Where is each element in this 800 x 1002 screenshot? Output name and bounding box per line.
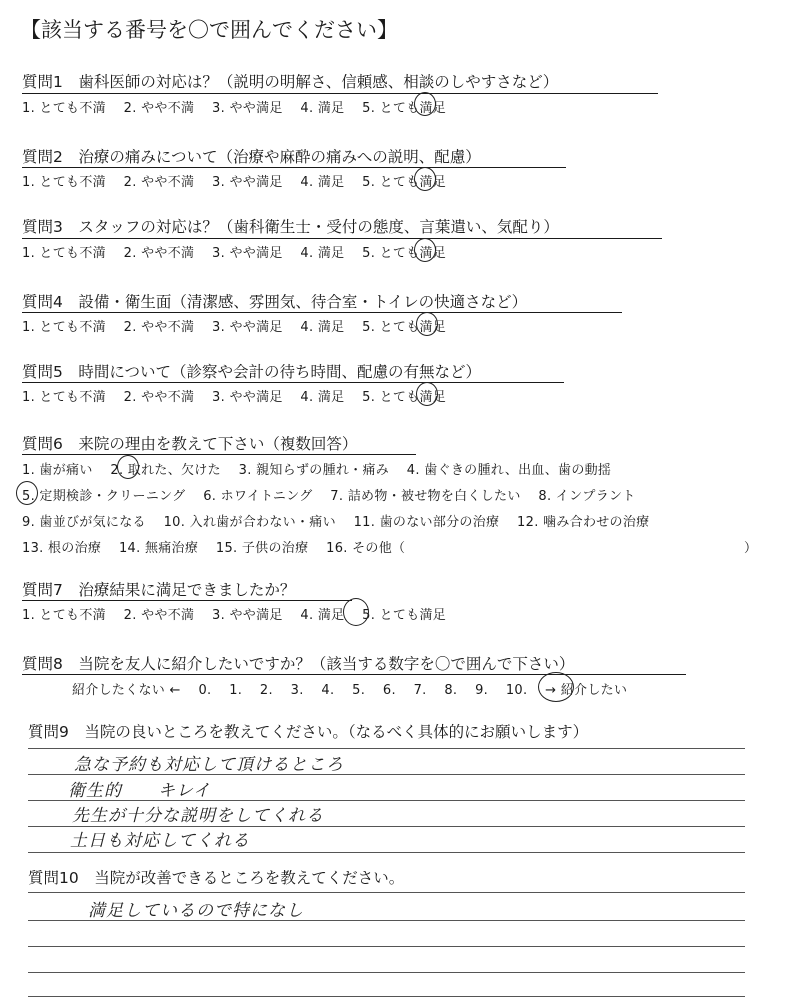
question-8-answer-circle	[538, 672, 574, 702]
page-title: 【該当する番号を〇で囲んでください】	[20, 18, 398, 42]
question-9-rule-1	[28, 748, 745, 749]
question-2-options[interactable]: 1. とても不満 2. やや不満 3. やや満足 4. 満足 5. とても満足	[22, 175, 447, 190]
question-7-label: 質問7 治療結果に満足できましたか？	[22, 581, 296, 599]
question-9-label: 質問9 当院の良いところを教えてください。（なるべく具体的にお願いします）	[28, 723, 589, 741]
question-3-answer-circle	[414, 238, 436, 262]
question-9-answer-line-2: 衛生的 キレイ	[68, 781, 211, 801]
question-5-underline	[22, 382, 564, 383]
question-8-underline	[22, 674, 686, 675]
question-8-label: 質問8 当院を友人に紹介したいですか？（該当する数字を〇で囲んで下さい）	[22, 655, 575, 673]
question-9-answer-line-4: 土日も対応してくれる	[70, 831, 250, 851]
question-7-options[interactable]: 1. とても不満 2. やや不満 3. やや満足 4. 満足 5. とても満足	[22, 608, 447, 623]
question-6-options-row-3[interactable]: 9. 歯並びが気になる 10. 入れ歯が合わない・痛い 11. 歯のない部分の治療 12. 噛み合わせの治療	[22, 515, 650, 530]
question-6-options-row-4[interactable]: 13. 根の治療 14. 無痛治療 15. 子供の治療 16. その他（	[22, 541, 406, 556]
question-3-underline	[22, 238, 662, 239]
question-10-rule-3	[28, 946, 745, 947]
question-6-underline	[22, 454, 416, 455]
question-6-answer-circle-2	[117, 455, 139, 479]
question-5-answer-circle	[416, 382, 438, 406]
question-7-underline	[22, 600, 352, 601]
question-4-underline	[22, 312, 622, 313]
question-10-rule-5	[28, 996, 745, 997]
question-7-answer-circle	[343, 598, 369, 626]
question-1-answer-circle	[414, 92, 436, 116]
question-1-options[interactable]: 1. とても不満 2. やや不満 3. やや満足 4. 満足 5. とても満足	[22, 101, 447, 116]
question-6-label: 質問6 来院の理由を教えて下さい（複数回答）	[22, 435, 358, 453]
question-2-answer-circle	[414, 167, 436, 191]
question-2-label: 質問2 治療の痛みについて（治療や麻酔の痛みへの説明、配慮）	[22, 148, 481, 166]
question-4-options[interactable]: 1. とても不満 2. やや不満 3. やや満足 4. 満足 5. とても満足	[22, 320, 447, 335]
question-4-label: 質問4 設備・衛生面（清潔感、雰囲気、待合室・トイレの快適さなど）	[22, 293, 528, 311]
question-6-other-close: ）	[744, 541, 758, 556]
question-10-answer: 満足しているので特になし	[88, 901, 304, 921]
question-5-options[interactable]: 1. とても不満 2. やや不満 3. やや満足 4. 満足 5. とても満足	[22, 390, 447, 405]
question-10-rule-1	[28, 892, 745, 893]
question-4-answer-circle	[416, 312, 438, 336]
question-6-options-row-2[interactable]: 5. 定期検診・クリーニング 6. ホワイトニング 7. 詰め物・被せ物を白くしたい 8. インプラント	[22, 489, 636, 504]
question-9-rule-5	[28, 852, 745, 853]
question-6-options-row-1[interactable]: 1. 歯が痛い 2. 取れた、欠けた 3. 親知らずの腫れ・痛み 4. 歯ぐきの腫れ、出血、歯の動揺	[22, 463, 612, 478]
question-1-label: 質問1 歯科医師の対応は？（説明の明解さ、信頼感、相談のしやすさなど）	[22, 73, 559, 91]
question-8-scale[interactable]: 紹介したくない ← 0. 1. 2. 3. 4. 5. 6. 7. 8. 9. 10. → 紹介したい	[72, 683, 628, 698]
question-6-answer-circle-5	[16, 481, 38, 505]
question-3-label: 質問3 スタッフの対応は？（歯科衛生士・受付の態度、言葉遣い、気配り）	[22, 218, 559, 236]
question-3-options[interactable]: 1. とても不満 2. やや不満 3. やや満足 4. 満足 5. とても満足	[22, 246, 447, 261]
question-10-label: 質問10 当院が改善できるところを教えてください。	[28, 869, 405, 887]
question-1-underline	[22, 93, 658, 94]
question-9-answer-line-3: 先生が十分な説明をしてくれる	[72, 806, 324, 826]
question-2-underline	[22, 167, 566, 168]
question-10-rule-4	[28, 972, 745, 973]
question-5-label: 質問5 時間について（診察や会計の待ち時間、配慮の有無など）	[22, 363, 482, 381]
question-9-answer-line-1: 急な予約も対応して頂けるところ	[74, 755, 344, 775]
